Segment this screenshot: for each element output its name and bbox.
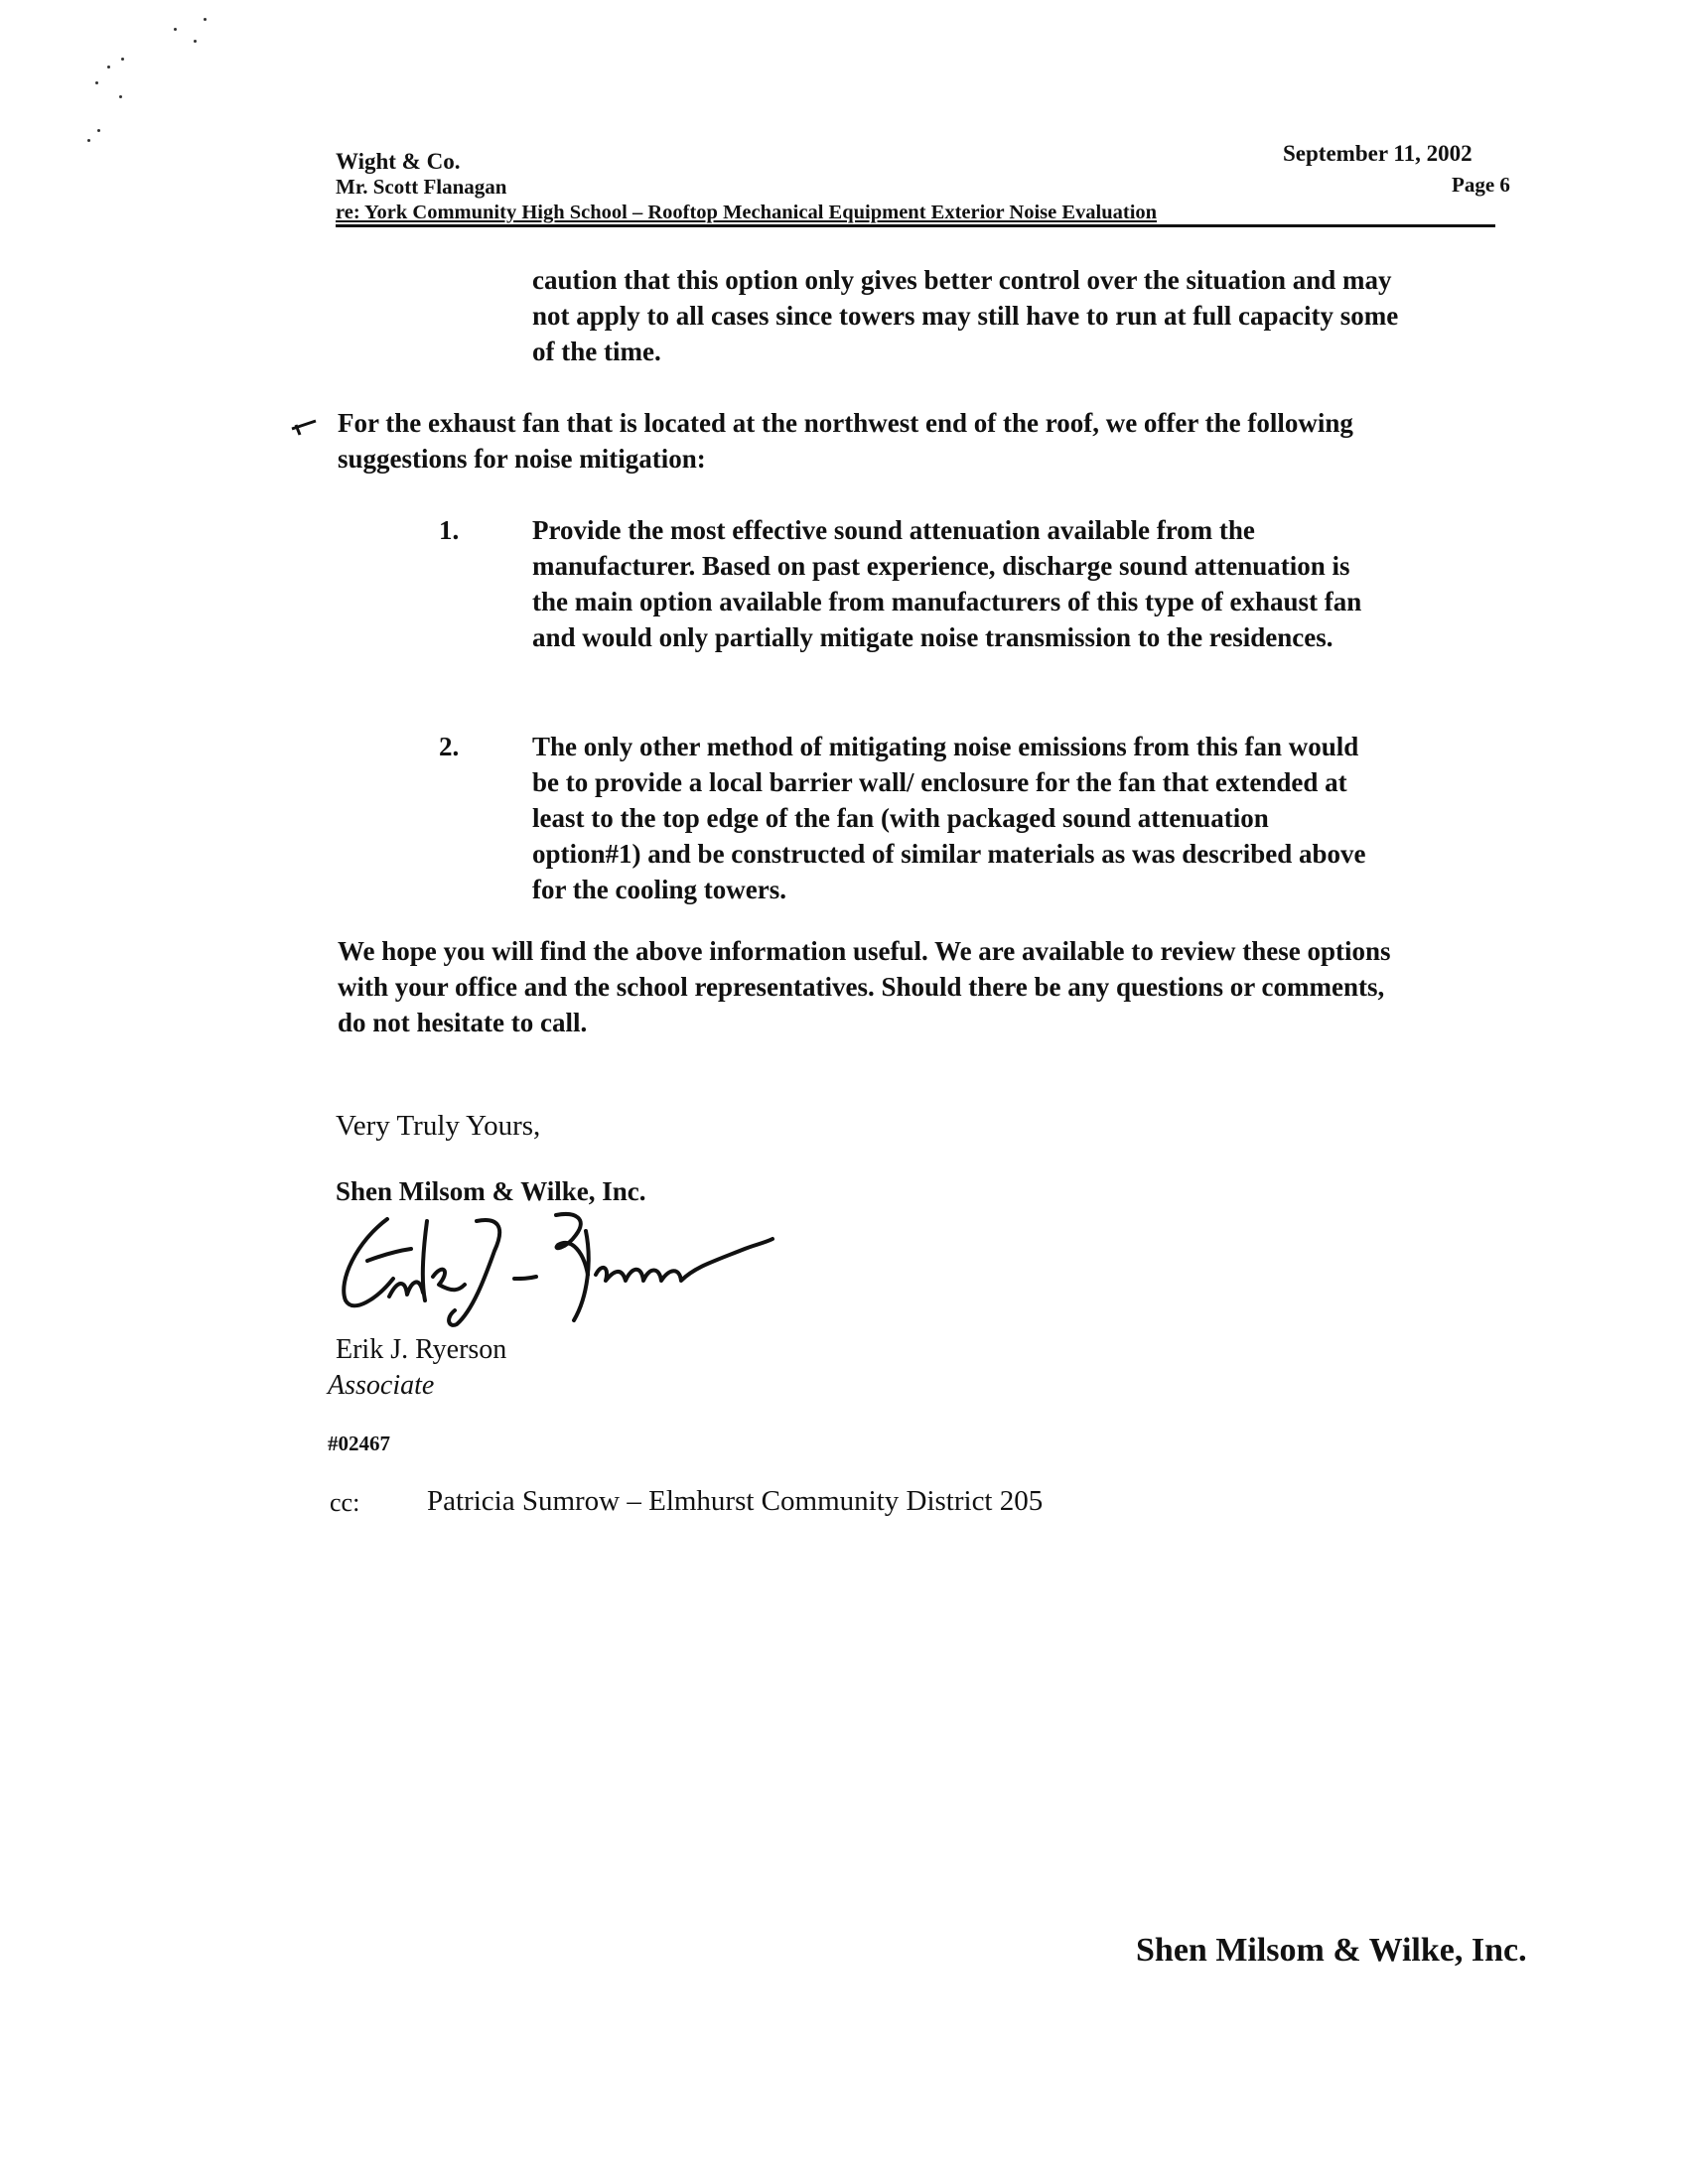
header-recipient: Mr. Scott Flanagan	[336, 175, 507, 199]
list-item-number: 2.	[439, 732, 460, 761]
reference-number: #02467	[328, 1432, 390, 1455]
header-date: September 11, 2002	[1283, 141, 1473, 166]
footer-firm: Shen Milsom & Wilke, Inc.	[1136, 1932, 1527, 1969]
list-item-number: 1.	[439, 515, 460, 545]
header-rule	[336, 224, 1495, 227]
cc-label: cc:	[330, 1488, 360, 1517]
header-company: Wight & Co.	[336, 149, 461, 174]
signer-name: Erik J. Ryerson	[336, 1334, 507, 1365]
list-item-text: The only other method of mitigating noise emissions from this fan would be to provide a local barrier wall/ enclosure for the fan that extended at least to the top edge of the fan (with packaged sound attenuation option#1) and be constructed of similar materials as was described above for the cooling towers.	[532, 732, 1366, 904]
signature-firm: Shen Milsom & Wilke, Inc.	[336, 1176, 646, 1206]
handwritten-signature	[328, 1201, 784, 1335]
exhaust-intro-paragraph: For the exhaust fan that is located at the northwest end of the roof, we offer the following suggestions for noise mitigation:	[338, 408, 1353, 474]
header-re-line: re: York Community High School – Rooftop Mechanical Equipment Exterior Noise Evaluation	[336, 202, 1158, 223]
header-page: Page 6	[1452, 173, 1510, 197]
closing-paragraph: We hope you will find the above information useful. We are available to review these options with your office and the school representatives. Should there be any questions or comments, do not hesitate to call.	[338, 936, 1391, 1037]
signer-title: Associate	[328, 1370, 435, 1401]
continuation-paragraph: caution that this option only gives better control over the situation and may not apply to all cases since towers may still have to run at full capacity some of the time.	[532, 265, 1399, 366]
list-item-text: Provide the most effective sound attenuation available from the manufacturer. Based on past experience, discharge sound attenuation is the main option available from manufacturers of this type of exhaust fan and would only partially mitigate noise transmission to the residences.	[532, 515, 1362, 652]
salutation: Very Truly Yours,	[336, 1110, 541, 1142]
margin-arrow-icon	[290, 417, 320, 442]
cc-value: Patricia Sumrow – Elmhurst Community District 205	[427, 1485, 1044, 1517]
